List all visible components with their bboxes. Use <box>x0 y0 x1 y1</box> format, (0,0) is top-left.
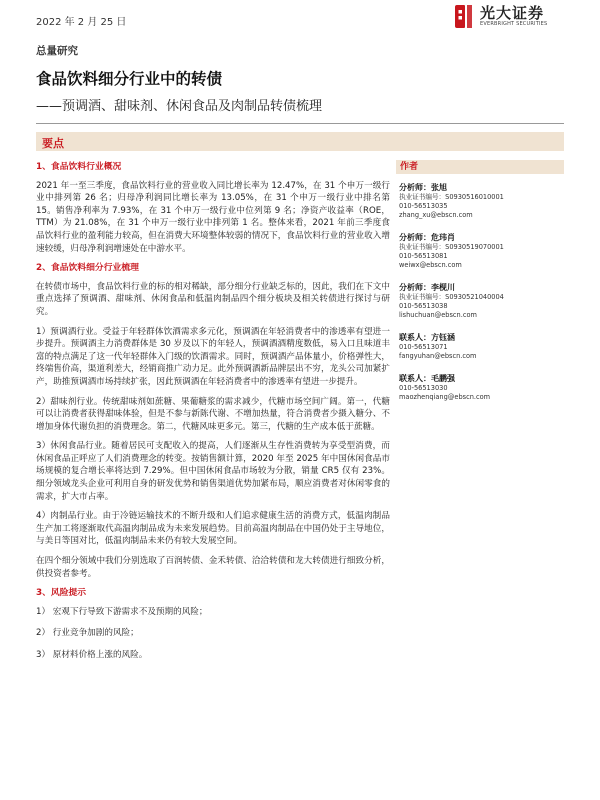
analyst-license: 执业证书编号：S0930521040004 <box>399 293 504 301</box>
key-points-label: 要点 <box>42 137 64 150</box>
paragraph-overview: 2021 年一至三季度，食品饮料行业的营业收入同比增长率为 12.47%，在 31 个申万一级行业中排列第 26 名；归母净利润同比增长率为 13.05%，在 31 个申万一级行业中排名第 15。销售净利率为 7.93%，在 31 个申万一级行业中位列第 9 名；净资产收益率（ROE，TTM）为 21.08%，在 31 个申万一级行业中排列第 1 名。整体来看，2021 年前三季度食品饮料行业的盈利能力较高，但在消费大环境整体较弱的情况下，食品饮料行业的营业收入增速较缓，归母净利润增速处在中游水平。 <box>36 180 390 254</box>
contact-phone: 010-56513030 <box>399 384 448 392</box>
paragraph-meat-products: 4）肉制品行业。由于冷链运输技术的不断升级和人们追求健康生活的消费方式，低温肉制品生产加工将逐渐取代高温肉制品成为未来发展趋势。目前高温肉制品在中国仍处于主导地位，与美日等国对比，低温肉制品未来仍有较大发展空间。 <box>36 511 390 547</box>
contact-phone: 010-56513071 <box>399 343 448 351</box>
authors-heading: 作者 <box>396 160 564 174</box>
page-subtitle: ——预调酒、甜味剂、休闲食品及肉制品转债梳理 <box>36 99 323 114</box>
analyst-phone: 010-56513035 <box>399 202 448 210</box>
risk-item: 2） 行业竞争加剧的风险； <box>36 628 139 639</box>
analyst-block <box>399 182 564 220</box>
section-heading-segments: 2、食品饮料细分行业梳理 <box>36 263 139 274</box>
paragraph-bond-selection: 在四个细分领域中我们分别选取了百润转债、金禾转债、洽洽转债和龙大转债进行细致分析，供投资者参考。 <box>36 556 390 579</box>
risk-item: 3） 原材料价格上涨的风险。 <box>36 650 148 660</box>
contact-name: 联系人：方钰涵 <box>399 333 455 342</box>
paragraph-sweetener: 2）甜味剂行业。传统甜味剂如蔗糖、果葡糖浆的需求减少，代糖市场空间广阔。第一，代糖可以让消费者获得甜味体验，但是不参与新陈代谢、不增加热量，符合消费者少摄入糖分、不增加身体代谢负担的消费理念。第二，代糖风味更多元。第三，代糖的生产成本低于蔗糖。 <box>36 396 390 432</box>
everbright-logo-icon <box>452 3 474 29</box>
analyst-email[interactable]: zhang_xu@ebscn.com <box>399 211 473 219</box>
section-heading-risks: 3、风险提示 <box>36 588 87 599</box>
analyst-name: 分析师：张旭 <box>399 183 447 192</box>
analyst-email[interactable]: lishuchuan@ebscn.com <box>399 311 477 319</box>
analyst-block <box>399 282 564 320</box>
report-category: 总量研究 <box>36 45 78 57</box>
page-title: 食品饮料细分行业中的转债 <box>36 70 223 88</box>
analyst-name: 分析师：危玮肖 <box>399 233 455 242</box>
contact-block <box>399 332 564 361</box>
section-heading-overview: 1、食品饮料行业概况 <box>36 162 122 172</box>
analyst-phone: 010-56513038 <box>399 302 448 310</box>
analyst-license: 执业证书编号：S0930516010001 <box>399 193 504 201</box>
paragraph-snack-food: 3）休闲食品行业。随着居民可支配收入的提高，人们逐渐从生存性消费转为享受型消费，而休闲食品正呼应了人们消费理念的转变。按销售额计算，2020 年至 2025 年中国休闲食品市场规模的复合增长率将达到 7.29%。但中国休闲食品市场较为分散，销量 CR5 仅有 23%。细分领域龙头企业可利用自身的研发优势和销售渠道优势加紧布局，顺应消费者对休闲零食的需求，扩大市占率。 <box>36 441 390 502</box>
contact-email[interactable]: maozhenqiang@ebscn.com <box>399 393 491 401</box>
risk-item: 1） 宏观下行导致下游需求不及预期的风险； <box>36 606 208 617</box>
logo-en: EVERBRIGHT SECURITIES <box>480 20 548 27</box>
analyst-phone: 010-56513081 <box>399 252 448 260</box>
logo-cn: 光大证券 <box>480 3 545 22</box>
analyst-block <box>399 232 564 270</box>
author-sidebar <box>396 160 564 402</box>
paragraph-premixed-alcohol: 1）预调酒行业。受益于年轻群体饮酒需求多元化，预调酒在年轻消费者中的渗透率有望进一步提升。预调酒主力消费群体是 30 岁及以下的年轻人，预调酒酒精度数低，易入口且味道丰富的特点满足了这一代年轻群体入门级的饮酒需求。同时，预调酒产品体量小，价格弹性大，终端售价高，渠道利差大，经销商推广动力足。此外预调酒新品牌层出不穷，龙头公司加紧扩产，助推预调酒市场持续扩张，因此预调酒在年轻消费者中的渗透率有望进一步提升。 <box>36 326 390 387</box>
analyst-email[interactable]: weiwx@ebscn.com <box>399 261 462 269</box>
report-date: 2022 年 2 月 25 日 <box>36 17 127 28</box>
key-points-bar <box>36 132 564 151</box>
analyst-name: 分析师：李枧川 <box>399 283 455 292</box>
main-content <box>36 161 390 671</box>
company-logo <box>452 3 547 29</box>
analyst-license: 执业证书编号：S0930519070001 <box>399 243 504 251</box>
title-divider <box>36 123 564 124</box>
contact-name: 联系人：毛鹏强 <box>399 374 455 383</box>
contact-block <box>399 373 564 402</box>
paragraph-segments-intro: 在转债市场中，食品饮料行业的标的相对稀缺，部分细分行业缺乏标的，因此，我们在下文中重点选择了预调酒、甜味剂、休闲食品和低温肉制品四个细分板块及相关转债进行探讨与研究。 <box>36 281 390 317</box>
contact-email[interactable]: fangyuhan@ebscn.com <box>399 352 477 360</box>
